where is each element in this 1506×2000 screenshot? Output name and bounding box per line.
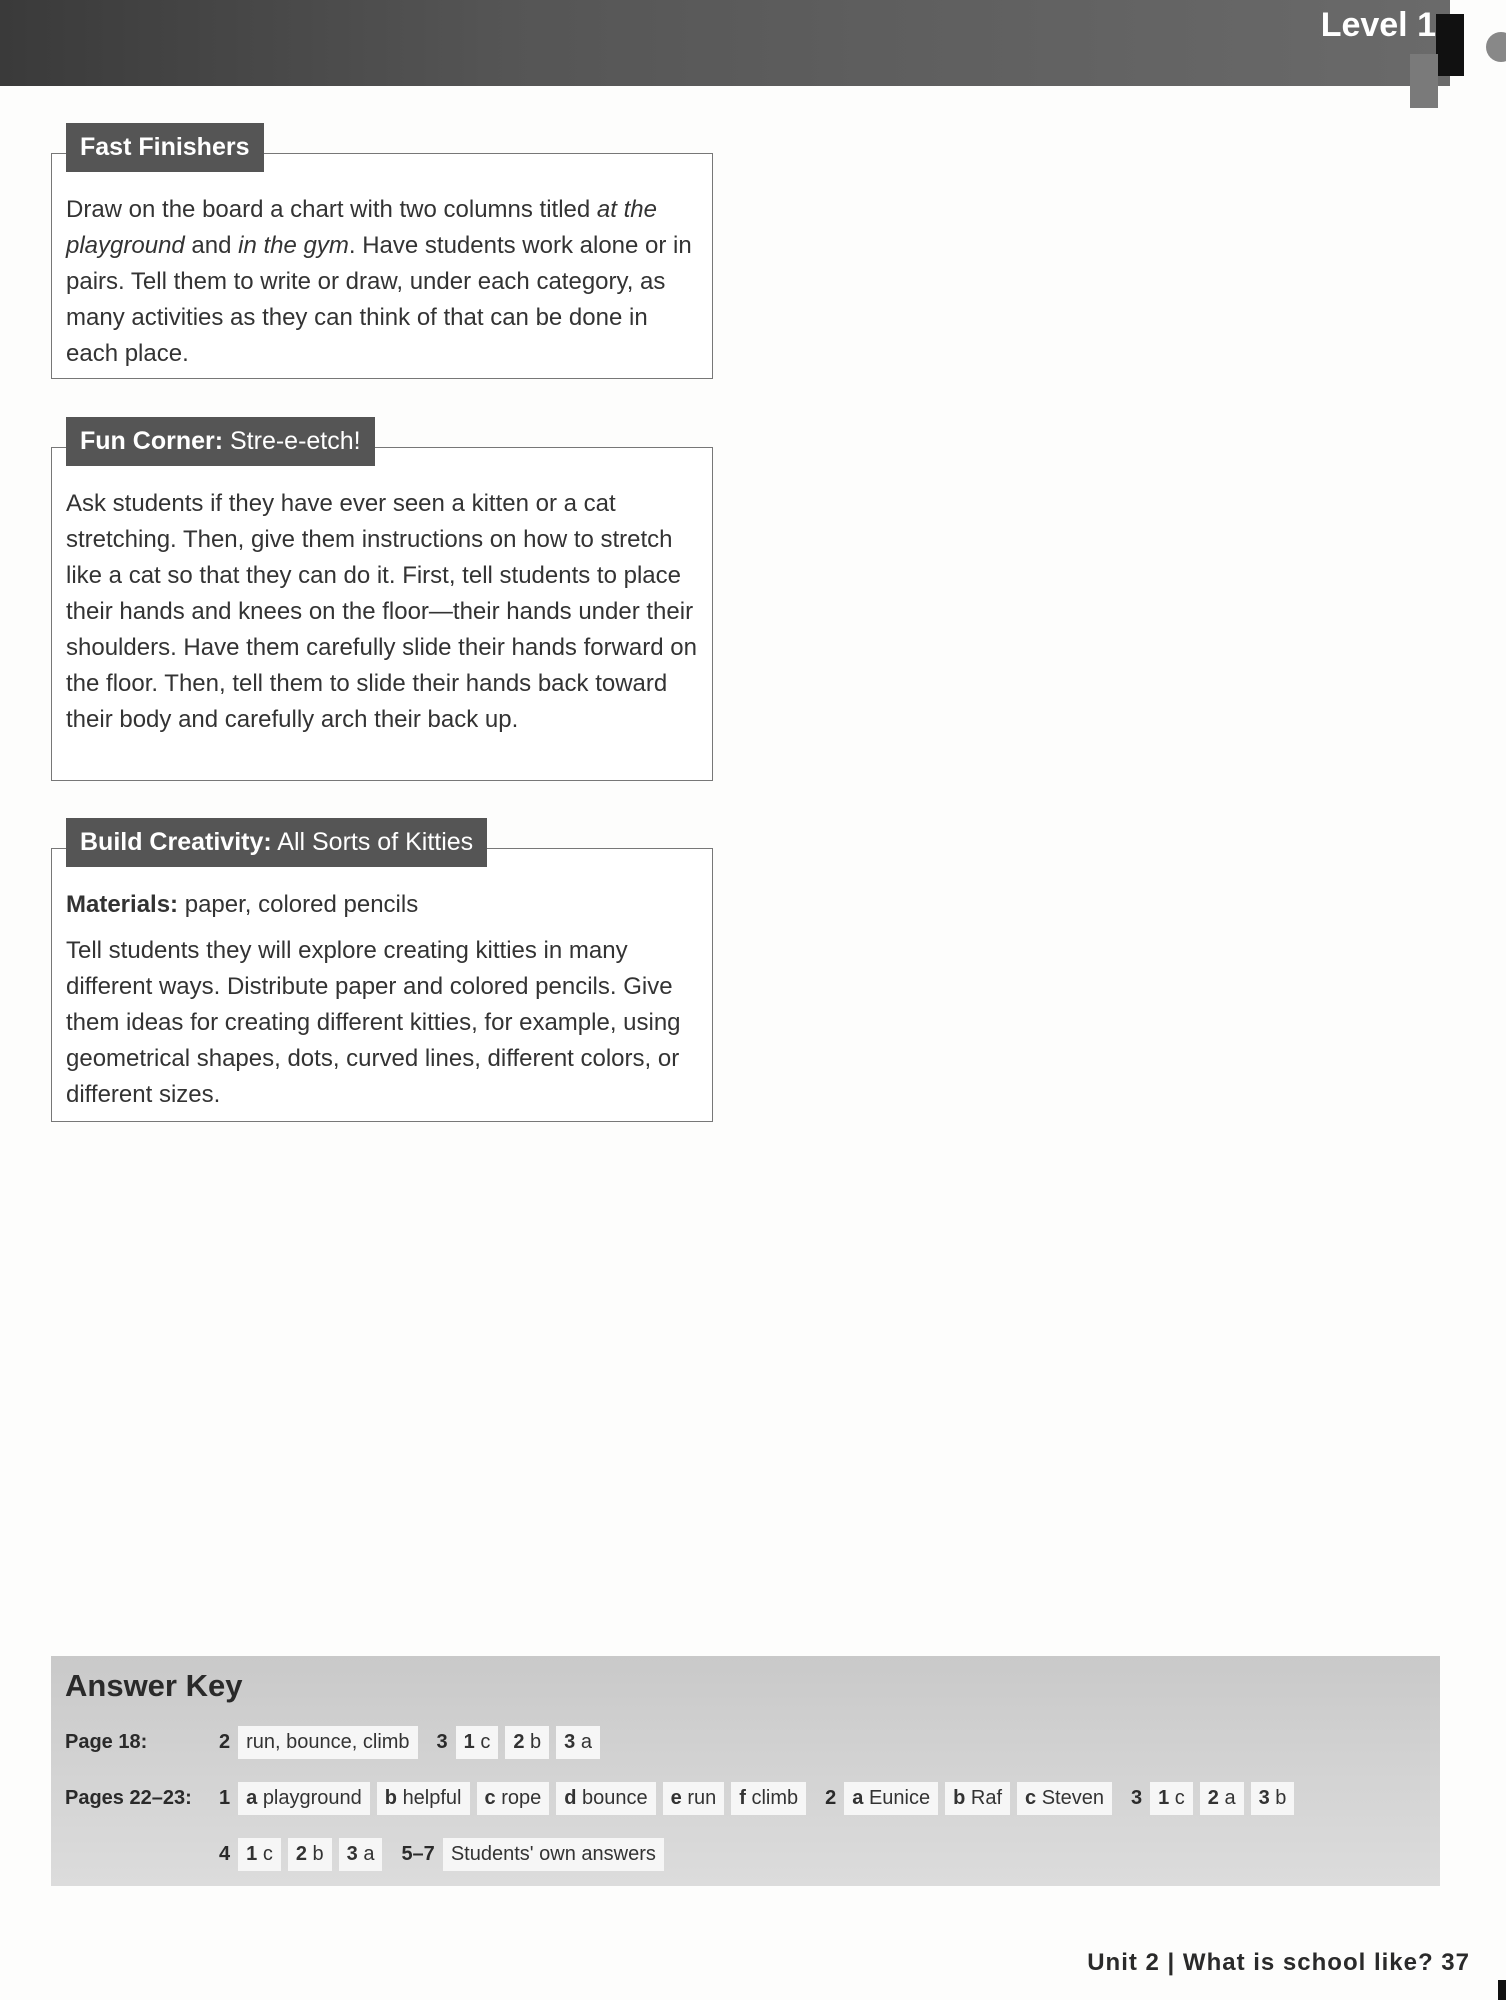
answer-chip: 3 a — [556, 1726, 600, 1759]
pages22-23-label: Pages 22–23: — [65, 1786, 192, 1809]
exercise-number: 2 — [825, 1786, 837, 1809]
answer-chip: 1 c — [238, 1838, 281, 1871]
fun-corner-box — [51, 427, 713, 781]
exercise-number: 2 — [219, 1730, 231, 1753]
page-tab-dark — [1436, 14, 1464, 76]
corner-mark — [1498, 1980, 1506, 2000]
fast-finishers-body: Draw on the board a chart with two columns titled at the playground and in the gym. Have students work alone or in pairs. Tell them to write or draw, under each category, as many activities as they can think of that can be done in each place. — [66, 196, 692, 367]
answer-chip: 2 b — [288, 1838, 332, 1871]
answer-chip: 1 c — [1150, 1782, 1193, 1815]
build-creativity-text: Tell students they will explore creating kitties in many different ways. Distribute paper and colored pencils. Give them ideas for creating different kitties, for example, using geometrical shapes, dots, curved lines, different colors, or different sizes. — [66, 937, 681, 1108]
fun-corner-body: Ask students if they have ever seen a kitten or a cat stretching. Then, give them instructions on how to stretch like a cat so that they can do it. First, tell students to place their hands and knees on the floor—their hands under their shoulders. Have them carefully slide their hands forward on the floor. Then, tell them to slide their hands back toward their body and carefully arch their back up. — [66, 490, 697, 733]
answer-chip: f climb — [731, 1782, 806, 1815]
materials-line: Materials: paper, colored pencils — [66, 891, 419, 918]
answer-chip: Students' own answers — [443, 1838, 664, 1871]
answer-chip: 3 a — [339, 1838, 383, 1871]
pages22-23-answers-row1 — [219, 1782, 1301, 1815]
level-label: Level 1 — [1320, 6, 1436, 44]
answer-chip: d bounce — [556, 1782, 655, 1815]
fast-finishers-box — [51, 133, 713, 379]
page18-label: Page 18: — [65, 1730, 148, 1753]
answer-chip: 2 a — [1200, 1782, 1244, 1815]
answer-chip: run, bounce, climb — [238, 1726, 417, 1759]
exercise-number: 3 — [1130, 1786, 1143, 1809]
answer-chip: a playground — [238, 1782, 370, 1815]
build-creativity-box — [51, 828, 713, 1122]
page18-answers — [219, 1726, 607, 1759]
page-footer: Unit 2 | What is school like? 37 — [1087, 1949, 1470, 1976]
answer-chip: 2 b — [505, 1726, 549, 1759]
page-tab-grey — [1410, 54, 1438, 108]
answer-chip: 1 c — [456, 1726, 499, 1759]
header-bar — [0, 0, 1450, 86]
answer-chip: a Eunice — [844, 1782, 938, 1815]
answer-chip: c Steven — [1017, 1782, 1112, 1815]
answer-chip: c rope — [477, 1782, 550, 1815]
answer-key-title: Answer Key — [65, 1668, 243, 1703]
fun-corner-title: Fun Corner: Stre-e-etch! — [66, 417, 375, 466]
answer-chip: b Raf — [945, 1782, 1010, 1815]
answer-chip: b helpful — [377, 1782, 470, 1815]
fast-finishers-title: Fast Finishers — [66, 123, 264, 172]
answer-chip: e run — [663, 1782, 725, 1815]
exercise-number: 3 — [436, 1730, 448, 1753]
build-creativity-body — [52, 849, 712, 1119]
exercise-number: 4 — [219, 1842, 231, 1865]
pages22-23-answers-row2 — [219, 1838, 671, 1871]
exercise-number: 5–7 — [401, 1842, 435, 1865]
answer-key-panel — [51, 1656, 1440, 1886]
exercise-number: 1 — [219, 1786, 231, 1809]
build-creativity-title: Build Creativity: All Sorts of Kitties — [66, 818, 487, 867]
page-tab-dot — [1486, 32, 1506, 62]
answer-chip: 3 b — [1251, 1782, 1295, 1815]
